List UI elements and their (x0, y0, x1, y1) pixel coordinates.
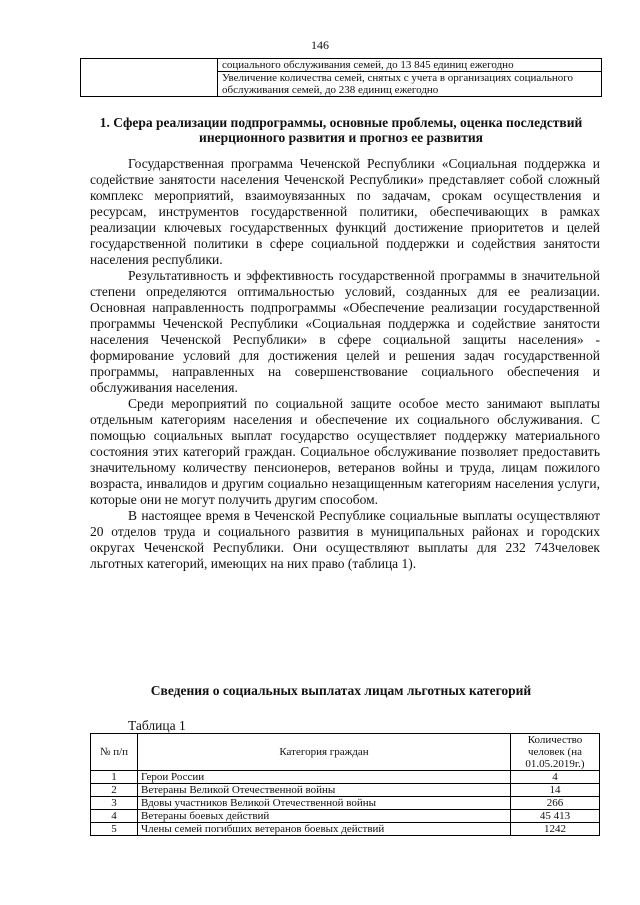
row-num: 5 (91, 823, 138, 836)
header-category: Категория граждан (138, 734, 511, 771)
top-table (80, 58, 602, 97)
empty-cell (81, 59, 218, 97)
table-row (91, 784, 600, 797)
table-caption: Таблица 1 (128, 718, 186, 733)
table-header-row (91, 734, 600, 771)
body-text (90, 156, 600, 572)
paragraph: Результативность и эффективность государственной программы в значительной степени определяются оптимальностью условий, созданных для ее реализации. Основная направленность подпрограммы «Обеспечение реализации государственной программы Чеченской Республики «Социальная поддержка и содействие занятости населения Чеченской Республики» в сфере социальной защиты населения» - формирование условий для достижения целей и решения задач государственной программы, направленных на совершенствование социального обеспечения и обслуживания населения. (90, 268, 600, 395)
table-row (91, 771, 600, 784)
row-count: 14 (511, 784, 600, 797)
row-num: 4 (91, 810, 138, 823)
table-cell: социального обслуживания семей, до 13 845 единиц ежегодно (218, 59, 602, 72)
row-category: Вдовы участников Великой Отечественной войны (138, 797, 511, 810)
row-count: 4 (511, 771, 600, 784)
table-row (81, 59, 602, 72)
row-count: 1242 (511, 823, 600, 836)
header-count: Количество человек (на 01.05.2019г.) (511, 734, 600, 771)
row-num: 2 (91, 784, 138, 797)
table-cell: Увеличение количества семей, снятых с учета в организациях социального обслуживания семей, до 238 единиц ежегодно (218, 72, 602, 97)
section-title: 1. Сфера реализации подпрограммы, основные проблемы, оценка последствий инерционного развития и прогноз ее развития (99, 115, 583, 145)
social-payments-table (90, 733, 600, 836)
table-heading: Сведения о социальных выплатах лицам льготных категорий (150, 683, 532, 698)
table-row (91, 797, 600, 810)
row-category: Ветераны боевых действий (138, 810, 511, 823)
row-num: 1 (91, 771, 138, 784)
page-number: 146 (311, 38, 329, 52)
paragraph: Среди мероприятий по социальной защите особое место занимают выплаты отдельным категориям населения и обеспечение их социального обслуживания. С помощью социальных выплат государство осуществляет поддержку материального состояния этих категорий граждан. Социальное обслуживание позволяет предоставить значительному количеству пенсионеров, ветеранов войны и труда, лицам пожилого возраста, инвалидов и другим социально незащищенным категориям населения услуги, которые они не могут получить другим способом. (90, 396, 600, 507)
row-num: 3 (91, 797, 138, 810)
row-category: Члены семей погибших ветеранов боевых действий (138, 823, 511, 836)
header-num: № п/п (91, 734, 138, 771)
row-count: 266 (511, 797, 600, 810)
row-category: Герои России (138, 771, 511, 784)
table-row (91, 823, 600, 836)
paragraph: В настоящее время в Чеченской Республике социальные выплаты осуществляют 20 отделов труда и социального развития в муниципальных районах и городских округах Чеченской Республики. Они осуществляют выплаты для 232 743человек льготных категорий, имеющих на них право (таблица 1). (90, 508, 600, 571)
row-category: Ветераны Великой Отечественной войны (138, 784, 511, 797)
row-count: 45 413 (511, 810, 600, 823)
paragraph: Государственная программа Чеченской Республики «Социальная поддержка и содействие занятости населения Чеченской Республики» представляет собой сложный комплекс мероприятий, взаимоувязанных по задачам, срокам осуществления и ресурсам, инструментов государственной политики, обеспечивающих в рамках реализации ключевых государственных функций достижение приоритетов и целей государственной политики в сфере социальной поддержки и содействия занятости населения республики. (90, 156, 600, 267)
table-row (91, 810, 600, 823)
